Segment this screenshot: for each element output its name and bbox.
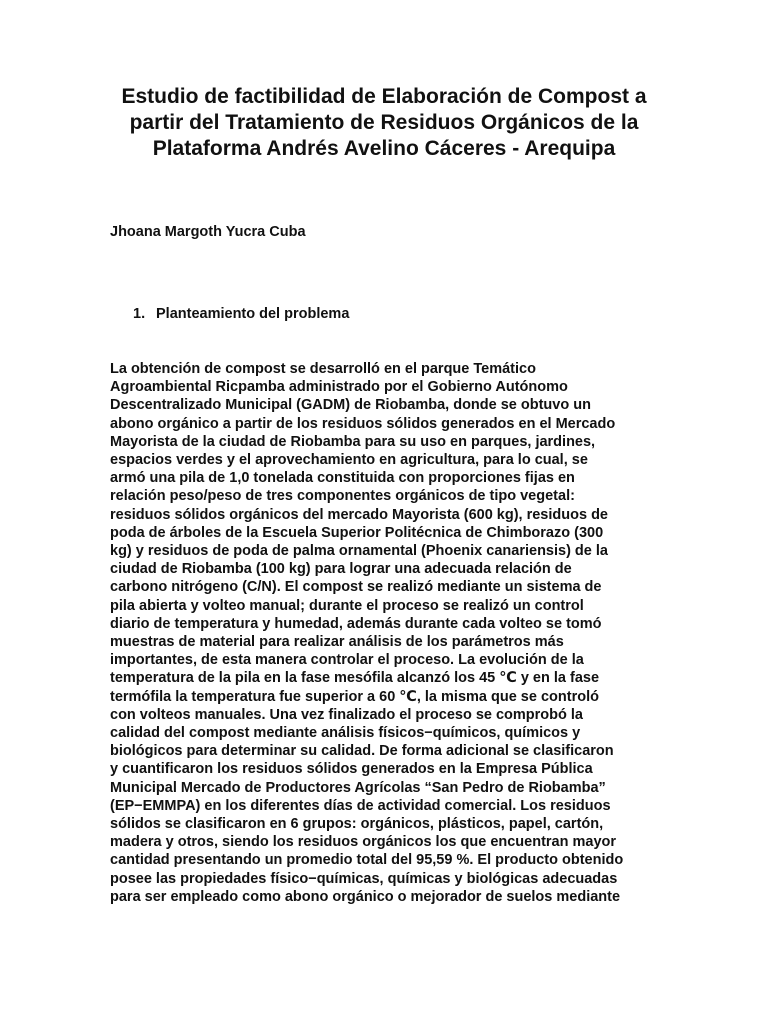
paragraph-line: muestras de material para realizar análisis de los parámetros más xyxy=(110,634,564,651)
paragraph-line: armó una pila de 1,0 tonelada constituida con proporciones fijas en xyxy=(110,470,575,487)
paragraph-line: madera y otros, siendo los residuos orgánicos los que encuentran mayor xyxy=(110,834,617,851)
paragraph-line: posee las propiedades físico−químicas, químicas y biológicas adecuadas xyxy=(110,870,618,887)
paragraph-line: Agroambiental Ricpamba administrado por el Gobierno Autónomo xyxy=(110,379,568,396)
paragraph-line: y cuantificaron los residuos sólidos generados en la Empresa Pública xyxy=(110,761,593,778)
paragraph-line: poda de árboles de la Escuela Superior Politécnica de Chimborazo (300 xyxy=(110,524,604,541)
paragraph-line: espacios verdes y el aprovechamiento en agricultura, para lo cual, se xyxy=(110,452,588,469)
paragraph-line: temperatura de la pila en la fase mesófila alcanzó los 45 ℃ y en la fase xyxy=(110,670,600,687)
paragraph-line: ciudad de Riobamba (100 kg) para lograr una adecuada relación de xyxy=(110,561,572,578)
paragraph-line: Descentralizado Municipal (GADM) de Riobamba, donde se obtuvo un xyxy=(110,397,591,414)
paragraph-line: biológicos para determinar su calidad. De forma adicional se clasificaron xyxy=(110,743,614,760)
section-number: 1. xyxy=(133,306,146,322)
paragraph-line: carbono nitrógeno (C/N). El compost se realizó mediante un sistema de xyxy=(110,579,602,596)
paragraph-line: kg) y residuos de poda de palma ornamental (Phoenix canariensis) de la xyxy=(110,543,608,560)
paragraph-line: Mayorista de la ciudad de Riobamba para su uso en parques, jardines, xyxy=(110,433,596,450)
section-heading xyxy=(133,305,349,323)
paragraph-line: Municipal Mercado de Productores Agrícolas “San Pedro de Riobamba” xyxy=(110,779,606,796)
document-title: Estudio de factibilidad de Elaboración de Compost a partir del Tratamiento de Residuos Orgánicos de la Plataforma Andrés Avelino Cáceres - Arequipa xyxy=(121,85,647,160)
paragraph-line: para ser empleado como abono orgánico o mejorador de suelos mediante xyxy=(110,888,621,905)
paragraph-line: sólidos se clasificaron en 6 grupos: orgánicos, plásticos, papel, cartón, xyxy=(110,816,604,833)
body-paragraph xyxy=(110,360,670,906)
author-name: Jhoana Margoth Yucra Cuba xyxy=(110,224,306,240)
paragraph-line: (EP−EMMPA) en los diferentes días de actividad comercial. Los residuos xyxy=(110,797,611,814)
paragraph-line: relación peso/peso de tres componentes orgánicos de tipo vegetal: xyxy=(110,488,575,505)
paragraph-line: cantidad presentando un promedio total del 95,59 %. El producto obtenido xyxy=(110,852,624,869)
paragraph-line: calidad del compost mediante análisis físicos−químicos, químicos y xyxy=(110,725,581,742)
paragraph-line: importantes, de esta manera controlar el proceso. La evolución de la xyxy=(110,652,584,669)
paragraph-line: pila abierta y volteo manual; durante el proceso se realizó un control xyxy=(110,597,584,614)
paragraph-line: diario de temperatura y humedad, además durante cada volteo se tomó xyxy=(110,615,602,632)
paragraph-line: con volteos manuales. Una vez finalizado el proceso se comprobó la xyxy=(110,706,583,723)
paragraph-line: residuos sólidos orgánicos del mercado Mayorista (600 kg), residuos de xyxy=(110,506,608,523)
section-title: Planteamiento del problema xyxy=(156,306,350,322)
paragraph-line: abono orgánico a partir de los residuos sólidos generados en el Mercado xyxy=(110,415,616,432)
paragraph-line: La obtención de compost se desarrolló en el parque Temático xyxy=(110,361,536,377)
paragraph-line: termófila la temperatura fue superior a 60 ℃, la misma que se controló xyxy=(110,688,599,705)
